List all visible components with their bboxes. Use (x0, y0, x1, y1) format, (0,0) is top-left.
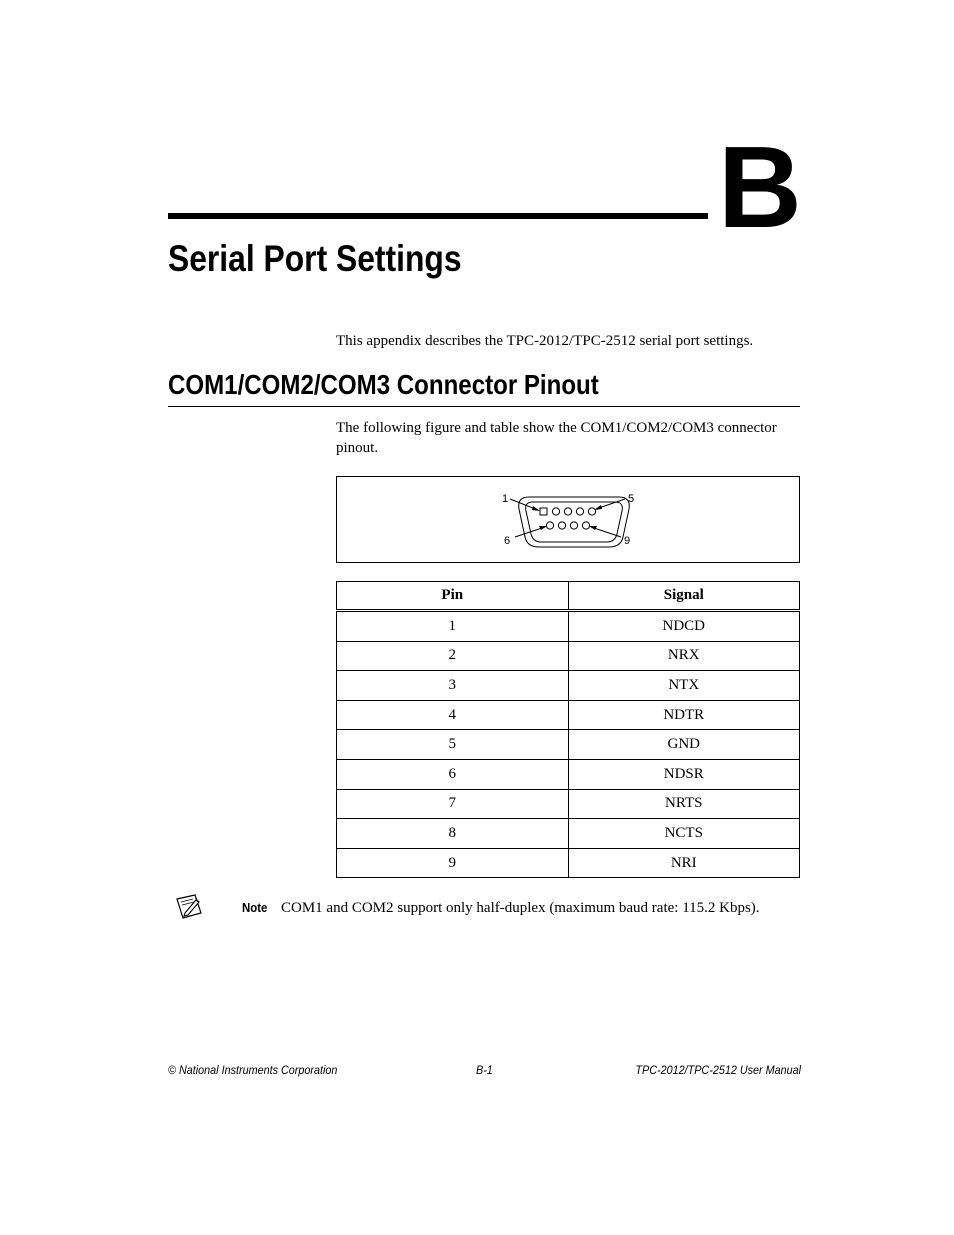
signal-cell: NCTS (568, 819, 800, 849)
pin-3-circle (564, 508, 571, 515)
table-header-row (337, 582, 800, 611)
pin-cell: 9 (337, 848, 569, 878)
note-label: Note (242, 900, 268, 915)
intro-paragraph: This appendix describes the TPC-2012/TPC-2512 serial port settings. (336, 333, 754, 349)
pin-cell: 4 (337, 700, 569, 730)
table-row (337, 671, 800, 701)
table-row (337, 730, 800, 760)
pin-8-circle (570, 522, 577, 529)
pin-cell: 7 (337, 789, 569, 819)
chapter-rule (168, 213, 708, 219)
arrow-pin-9 (589, 526, 597, 530)
table-row (337, 819, 800, 849)
pin-4-circle (576, 508, 583, 515)
table-row (337, 759, 800, 789)
pin-label-9: 9 (624, 535, 631, 547)
pin-cell: 1 (337, 611, 569, 642)
signal-cell: GND (568, 730, 800, 760)
footer-page-number: B-1 (476, 1063, 493, 1077)
signal-cell: NRX (568, 641, 800, 671)
section-title: COM1/COM2/COM3 Connector Pinout (168, 369, 599, 400)
pin-1-square (540, 508, 547, 515)
section-rule (168, 406, 800, 407)
signal-cell: NTX (568, 671, 800, 701)
note-pencil-icon (175, 893, 205, 921)
signal-cell: NRI (568, 848, 800, 878)
signal-cell: NDCD (568, 611, 800, 642)
chapter-letter: B (718, 122, 800, 252)
table-row (337, 848, 800, 878)
pin-cell: 8 (337, 819, 569, 849)
pin-label-5: 5 (628, 493, 635, 505)
signal-cell: NDTR (568, 700, 800, 730)
pin-cell: 6 (337, 759, 569, 789)
pin-5-circle (588, 508, 595, 515)
signal-cell: NRTS (568, 789, 800, 819)
arrow-pin-5 (594, 505, 602, 510)
pin-7-circle (558, 522, 565, 529)
pinout-table (336, 581, 800, 878)
pin-cell: 5 (337, 730, 569, 760)
footer-manual-title: TPC-2012/TPC-2512 User Manual (635, 1063, 801, 1077)
header-signal: Signal (568, 582, 800, 611)
pin-9-circle (582, 522, 589, 529)
table-row (337, 611, 800, 642)
pin-2-circle (552, 508, 559, 515)
section-paragraph: The following figure and table show the COM1/COM2/COM3 connector pinout. (336, 420, 777, 456)
pin-label-1: 1 (502, 493, 509, 505)
arrow-pin-1 (532, 506, 540, 511)
db9-connector-diagram (337, 477, 799, 562)
pin-6-circle (546, 522, 553, 529)
header-pin: Pin (337, 582, 569, 611)
pin-cell: 2 (337, 641, 569, 671)
table-row (337, 789, 800, 819)
pin-cell: 3 (337, 671, 569, 701)
arrow-pin-6 (539, 526, 547, 530)
signal-cell: NDSR (568, 759, 800, 789)
connector-figure (336, 476, 800, 563)
note-text: COM1 and COM2 support only half-duplex (maximum baud rate: 115.2 Kbps). (281, 900, 760, 916)
pin-label-6: 6 (504, 535, 511, 547)
chapter-title: Serial Port Settings (168, 238, 462, 279)
footer-copyright: © National Instruments Corporation (168, 1063, 338, 1077)
table-row (337, 641, 800, 671)
table-row (337, 700, 800, 730)
